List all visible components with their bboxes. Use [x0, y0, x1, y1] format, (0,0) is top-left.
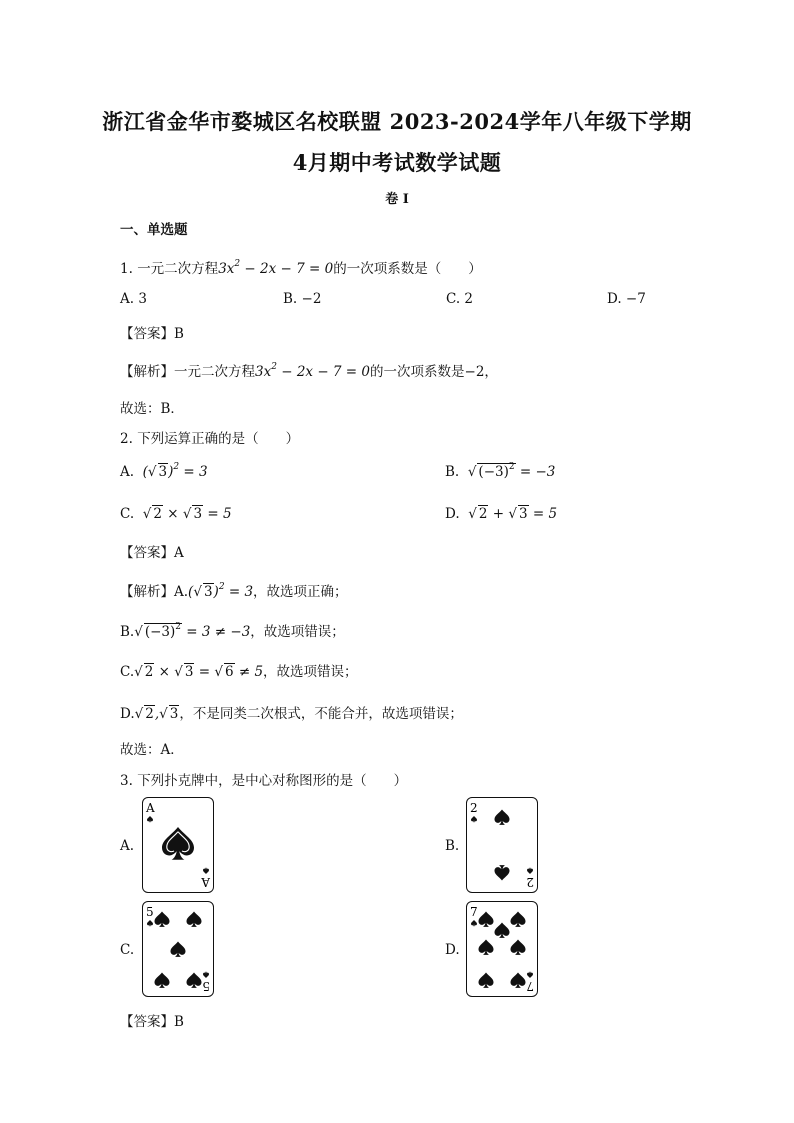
q2-analysis-b-post: ，故选项错误；	[250, 624, 345, 640]
question-1-stem-post: 的一次项系数是（ ）	[333, 261, 482, 277]
card-b-spade-lower	[495, 865, 510, 880]
card-a-rank-bottom: A	[201, 875, 210, 889]
card-ace-of-spades[interactable]	[142, 797, 214, 893]
q2-analysis-c-expr: √ 2 × √ 3 = √ 6 ≠ 5	[134, 664, 264, 680]
card-a-small-spade-bottom	[203, 868, 209, 874]
q1-analysis	[120, 360, 498, 380]
q1-option-c[interactable]: C. 2	[446, 291, 474, 307]
card-a-large-spade	[162, 827, 194, 860]
card-d-spade-4	[479, 940, 494, 955]
q2-option-b-label: B.	[445, 464, 460, 480]
q2-analysis-c	[120, 660, 358, 680]
q3-option-a-label[interactable]: A.	[120, 838, 135, 854]
q2-option-d[interactable]	[445, 505, 557, 522]
q1-analysis-post: 的一次项系数是−2，	[370, 364, 498, 380]
card-two-of-spades[interactable]	[466, 797, 538, 893]
q2-option-a-expr: (√ 3)$^2$ = 3	[138, 462, 208, 480]
card-a-rank-top: A	[146, 801, 155, 815]
q2-analysis-d	[120, 702, 463, 722]
card-d-rank-bottom: 7	[526, 979, 534, 993]
q2-analysis-d-post: ，不是同类二次根式，不能合并，故选项错误；	[179, 706, 463, 722]
q2-option-a-label: A.	[120, 464, 135, 480]
card-b-rank-top: 2	[470, 801, 478, 815]
q1-option-b[interactable]: B. −2	[283, 291, 322, 307]
card-c-small-spade-top	[147, 920, 153, 926]
question-1-stem	[120, 257, 482, 277]
volume-label: 卷 I	[385, 192, 409, 207]
q3-option-b-label[interactable]: B.	[445, 838, 460, 854]
card-d-small-spade-bottom	[527, 972, 533, 978]
q2-analysis-b-expr: √ $(-3)^2 = 3 \ne -3$	[134, 622, 251, 640]
card-a-small-spade-top	[147, 816, 153, 822]
q2-option-d-expr: √ 2 + √ 3 = 5	[468, 506, 558, 522]
q3-option-c-label[interactable]: C.	[120, 942, 135, 958]
q2-analysis-b	[120, 620, 345, 640]
card-b-rank-bottom: 2	[526, 875, 534, 889]
card-c-spade-3	[171, 942, 186, 957]
q2-analysis-a-post: ，故选项正确；	[253, 584, 348, 600]
question-3-number: 3.	[120, 773, 133, 789]
card-d-spade-3	[495, 923, 510, 938]
q2-option-d-label: D.	[445, 506, 460, 522]
q2-analysis-a-expr: (√ 3)$^2$ = 3	[188, 582, 254, 600]
q2-analysis-c-post: ，故选项错误；	[263, 664, 358, 680]
question-2-stem	[120, 427, 299, 447]
q2-option-c[interactable]	[120, 505, 232, 522]
question-1-equation: $3x^2 - 2x - 7 = 0$	[218, 259, 334, 277]
q2-analysis-a	[120, 580, 348, 600]
card-d-rank-top: 7	[470, 905, 478, 919]
section-heading: 一、单选题	[120, 222, 188, 238]
q2-option-c-expr: √ 2 × √ 3 = 5	[142, 506, 232, 522]
q2-analysis-a-pre: 【解析】A.	[120, 584, 189, 600]
q2-analysis-d-expr: √ 2,√ 3	[134, 706, 179, 722]
question-3-stem-text: 下列扑克牌中，是中心对称图形的是（ ）	[137, 773, 408, 789]
q2-conclusion: 故选：A．	[120, 742, 184, 758]
q2-option-c-label: C.	[120, 506, 135, 522]
card-b-small-spade-bottom	[527, 868, 533, 874]
q2-analysis-d-pre: D.	[120, 706, 135, 722]
page-title-line1: 浙江省金华市婺城区名校联盟 2023-2024学年八年级下学期	[102, 109, 692, 134]
q1-answer: 【答案】B	[120, 326, 184, 342]
question-3-stem	[120, 769, 407, 789]
page-title-line2: 4月期中考试数学试题	[292, 150, 502, 175]
card-c-small-spade-bottom	[203, 972, 209, 978]
card-d-small-spade-top	[471, 920, 477, 926]
question-1-number: 1.	[120, 261, 133, 277]
question-1-stem-pre: 一元二次方程	[137, 261, 219, 277]
q1-conclusion: 故选：B．	[120, 401, 184, 417]
q2-analysis-b-pre: B.	[120, 624, 135, 640]
question-2-stem-text: 下列运算正确的是（ ）	[137, 431, 300, 447]
card-b-spade-upper	[495, 810, 510, 825]
card-seven-of-spades[interactable]	[466, 901, 538, 997]
card-d-spade-2	[511, 912, 526, 927]
card-d-spade-6	[479, 973, 494, 988]
question-2-number: 2.	[120, 431, 133, 447]
q1-option-a[interactable]: A. 3	[120, 291, 147, 307]
card-c-rank-bottom: 5	[202, 979, 210, 993]
q2-option-b[interactable]	[445, 463, 555, 480]
card-d-spade-5	[511, 940, 526, 955]
q2-answer: 【答案】A	[120, 545, 184, 561]
card-b-small-spade-top	[471, 816, 477, 822]
card-c-spade-1	[155, 912, 170, 927]
card-five-of-spades[interactable]	[142, 901, 214, 997]
q3-answer: 【答案】B	[120, 1014, 184, 1030]
q3-option-d-label[interactable]: D.	[445, 942, 460, 958]
q2-option-a[interactable]	[120, 463, 208, 480]
card-c-rank-top: 5	[146, 905, 154, 919]
card-d-spade-7	[511, 973, 526, 988]
q1-option-d[interactable]: D. −7	[607, 291, 646, 307]
q1-analysis-pre: 【解析】一元二次方程	[120, 364, 255, 380]
card-d-spade-1	[479, 912, 494, 927]
q2-analysis-c-pre: C.	[120, 664, 135, 680]
q2-option-b-expr: √ $(-3)^2 = -3$	[467, 462, 556, 480]
card-c-spade-5	[187, 973, 202, 988]
q1-analysis-equation: $3x^2 - 2x - 7 = 0$	[255, 362, 371, 380]
card-c-spade-4	[155, 973, 170, 988]
card-c-spade-2	[187, 912, 202, 927]
